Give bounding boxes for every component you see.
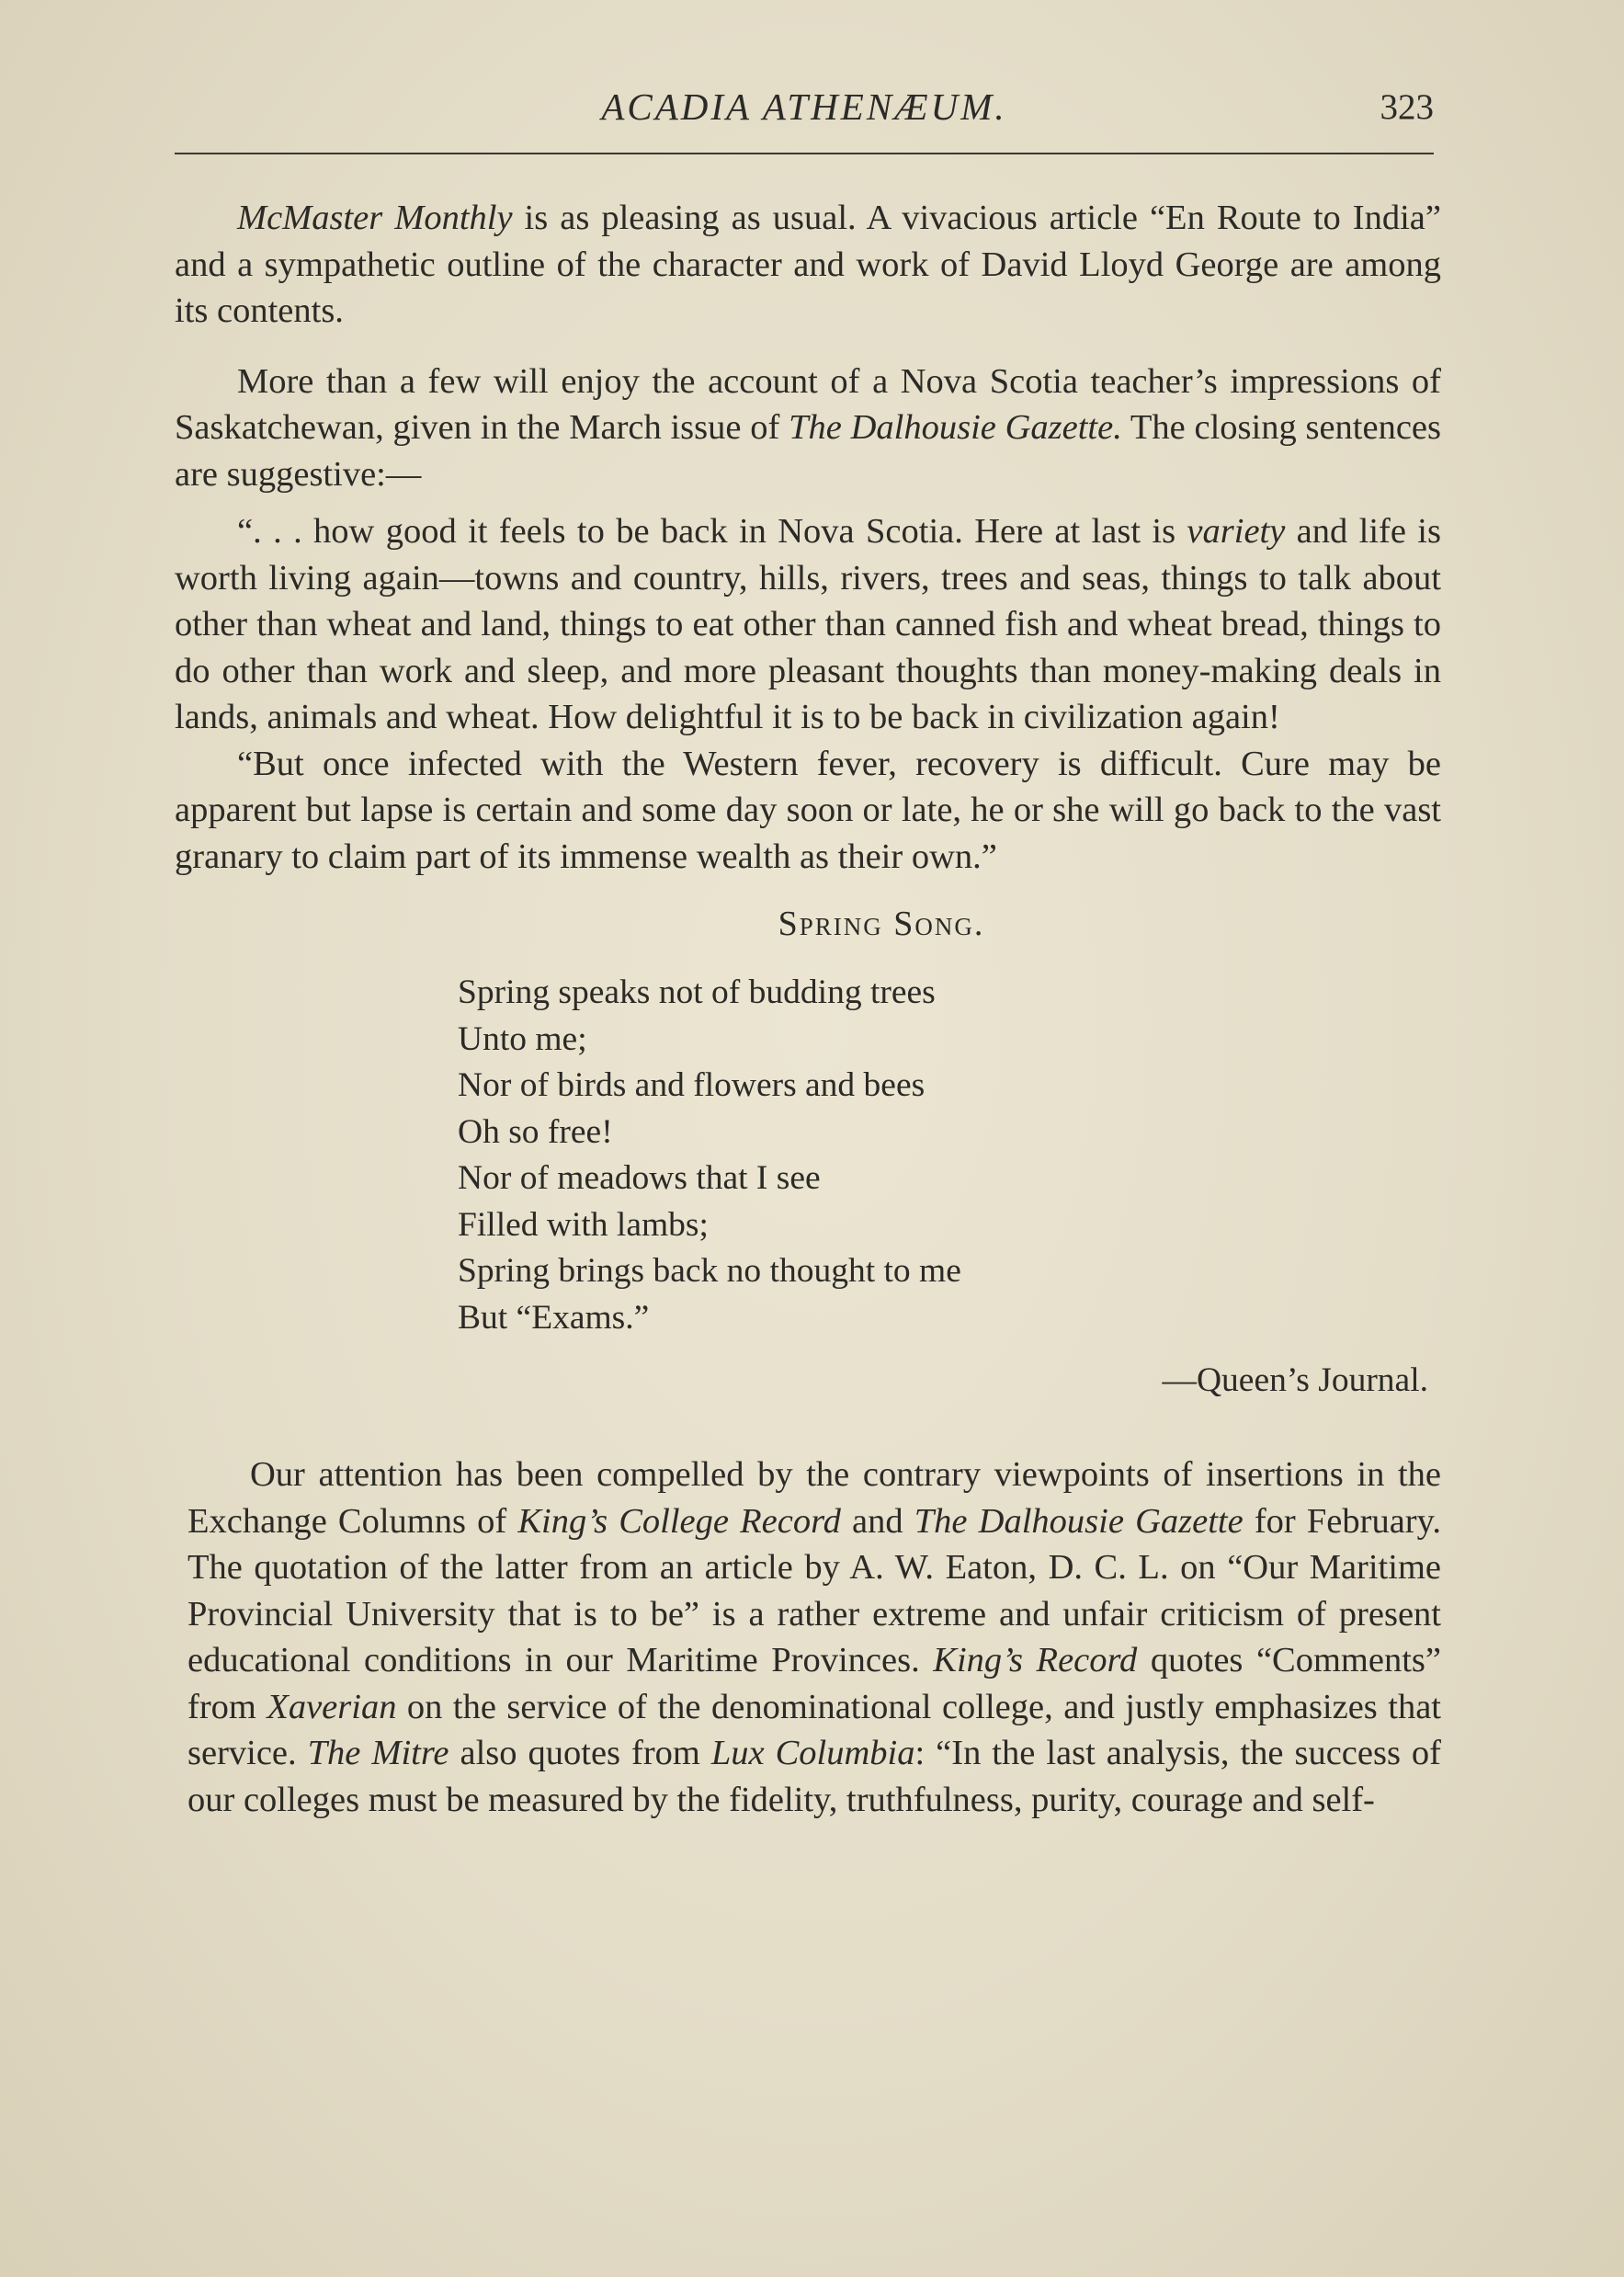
paragraph-text: is as pleasing as usual. A vivacious article “En Route to India” and a sympathetic outline of the character and work of David Lloyd George are among its contents. xyxy=(175,199,1441,330)
paragraph-text: and xyxy=(840,1501,914,1541)
paragraph-text: quotes “Comments” from xyxy=(187,1641,1441,1726)
poem xyxy=(458,970,1441,1341)
paragraph-text: “But once infected with the Western fever, recovery is difficult. Cure may be apparent but lapse is certain and some day soon or late, he or she will go back to the vast granary to claim part of its immense wealth as their own.” xyxy=(175,744,1441,876)
paragraph-text: and life is worth living again—towns and country, hills, rivers, trees and seas, things to talk about other than wheat and land, things to eat other than canned fish and wheat bread, things to do other than work and sleep, and more pleasant thoughts than money-making deals in lands, animals and wheat. How delightful it is to be back in civilization again! xyxy=(175,512,1441,736)
paragraph-text: “. . . how good it feels to be back in Nova Scotia. Here at last is xyxy=(237,512,1187,551)
poem-line: Unto me; xyxy=(458,1019,587,1058)
paragraph-mcmaster xyxy=(175,195,1441,335)
poem-title: Spring Song. xyxy=(778,905,985,943)
publication-title: King’s Record xyxy=(933,1641,1138,1679)
paragraph-quote-western-fever xyxy=(175,741,1441,881)
header-rule xyxy=(175,153,1434,154)
poem-line: But “Exams.” xyxy=(458,1298,650,1337)
publication-title: King’s College Record xyxy=(517,1501,841,1541)
running-title: ACADIA ATHENÆUM. xyxy=(601,85,1007,128)
publication-title: The Dalhousie Gazette xyxy=(914,1501,1244,1541)
emphasis-word: variety xyxy=(1187,512,1286,551)
paragraph-text: on the service of the denominational college, and justly emphasizes that service. xyxy=(187,1687,1441,1772)
paragraph-text: Our attention has been compelled by the contrary viewpoints of insertions in the Exchange Columns of xyxy=(187,1455,1441,1541)
paragraph-exchange-columns xyxy=(187,1452,1441,1823)
paragraph-text: The closing sentences are suggestive:— xyxy=(175,408,1442,494)
paragraph-text: also quotes from xyxy=(449,1734,711,1772)
poem-line: Nor of meadows that I see xyxy=(458,1159,821,1197)
poem-line: Spring speaks not of budding trees xyxy=(458,973,936,1011)
paragraph-text: More than a few will enjoy the account of a Nova Scotia teacher’s impressions of Saskatchewan, given in the March issue of xyxy=(175,361,1441,447)
page-header xyxy=(175,85,1434,140)
paragraph-quote-nova-scotia xyxy=(175,508,1441,741)
publication-title: The Mitre xyxy=(307,1734,449,1772)
poem-line: Spring brings back no thought to me xyxy=(458,1252,961,1290)
publication-title: The Dalhousie Gazette. xyxy=(789,408,1122,447)
publication-title: McMaster Monthly xyxy=(237,199,513,237)
publication-title: Lux Columbia xyxy=(710,1734,915,1772)
page-number: 323 xyxy=(1380,87,1434,127)
page-body xyxy=(175,195,1441,1823)
poem-line: Nor of birds and flowers and bees xyxy=(458,1066,926,1104)
poem-line: Filled with lambs; xyxy=(458,1205,709,1244)
publication-title: Xaverian xyxy=(267,1687,397,1726)
paragraph-text: : “In the last analysis, the success of our colleges must be measured by the fidelity, truthfulness, purity, courage and self- xyxy=(187,1734,1441,1819)
paragraph-dalhousie xyxy=(175,359,1441,498)
poem-line: Oh so free! xyxy=(458,1112,613,1151)
paragraph-text: for February. The quotation of the latter from an article by A. W. Eaton, D. C. L. on “Our Maritime Provincial University that is to be” is a rather extreme and unfair criticism of present educational conditions in our Maritime Provinces. xyxy=(187,1501,1441,1679)
poem-attribution: —Queen’s Journal. xyxy=(1162,1361,1428,1399)
